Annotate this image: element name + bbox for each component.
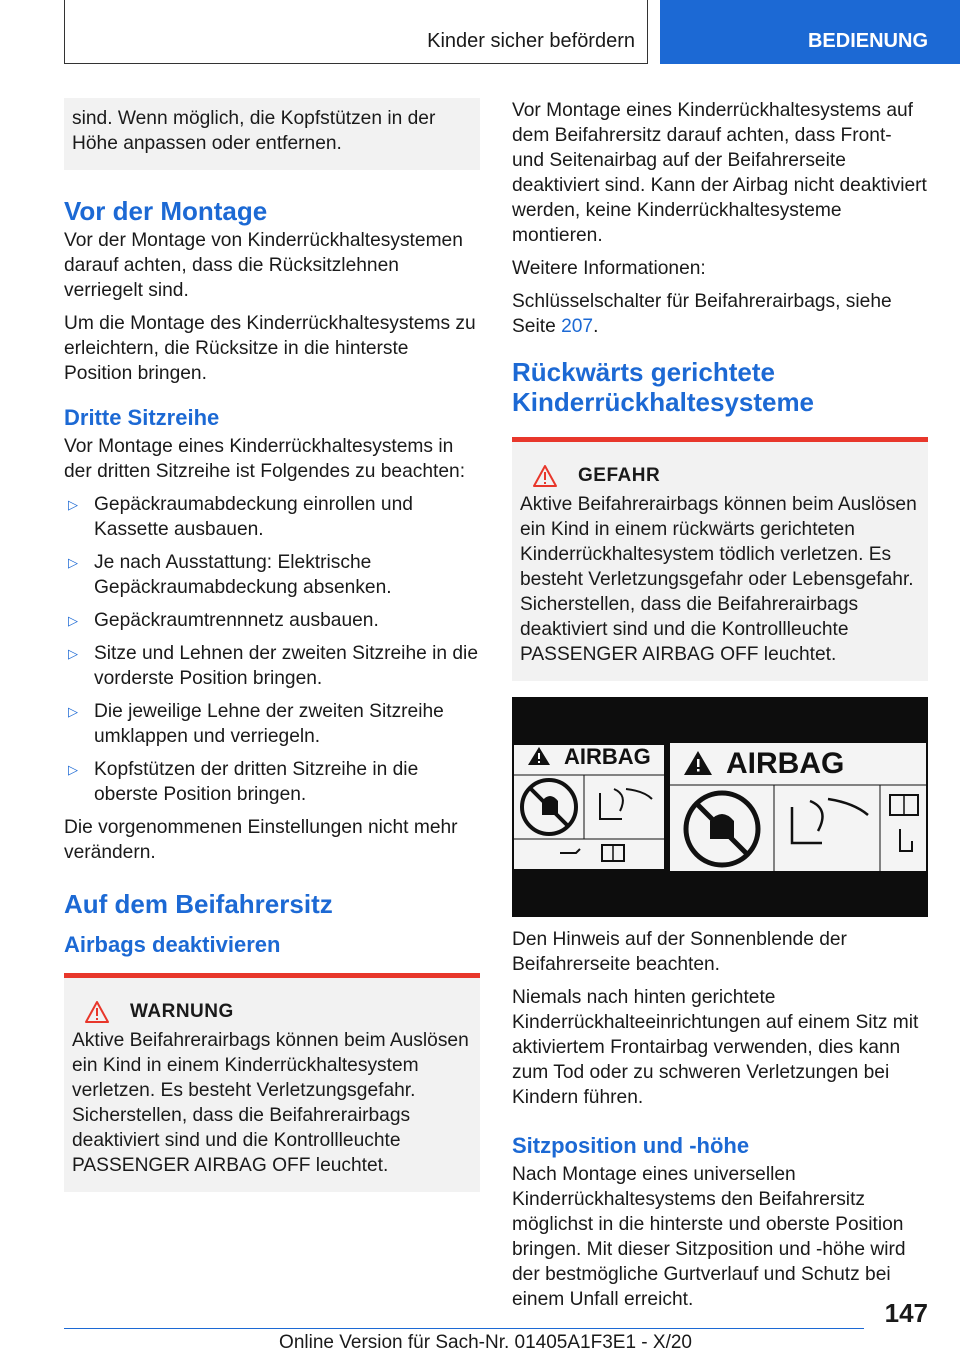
airbag-sticker-small (514, 744, 664, 869)
list-item (64, 699, 480, 749)
section-title: Kinder sicher befördern (427, 30, 635, 52)
list-item (64, 757, 480, 807)
footer-online-version: Online Version für Sach-Nr. 01405A1F3E1 - X/20 (279, 1332, 692, 1353)
list-item (64, 608, 480, 633)
airbag-sticker-large (670, 743, 926, 871)
airbag-label-large: AIRBAG (726, 747, 845, 780)
paragraph: Die vorgenommenen Einstellungen nicht mehr verändern. (64, 817, 458, 863)
triangle-bullet-icon: ▷ (68, 646, 78, 661)
list-item-text: Gepäckraumtrennnetz ausbauen. (94, 610, 379, 631)
list-item (64, 492, 480, 542)
page-number: 147 (884, 1298, 928, 1328)
paragraph: Den Hinweis auf der Sonnenblende der Beifahrerseite beachten. (512, 929, 847, 975)
warning-triangle-icon (84, 1000, 110, 1024)
heading-auf-dem-beifahrersitz: Auf dem Beifahrersitz (64, 889, 333, 919)
triangle-bullet-icon: ▷ (68, 555, 78, 570)
punctuation: . (593, 316, 599, 337)
list-item-text: Die jeweilige Lehne der zweiten Sitzreihe umklappen und verriegeln. (94, 701, 444, 747)
paragraph: Weitere Informationen: (512, 258, 706, 279)
triangle-bullet-icon: ▷ (68, 613, 78, 628)
warning-triangle-icon (532, 464, 558, 488)
list-item-text: Gepäckraumabdeckung einrollen und Kassette ausbauen. (94, 494, 413, 540)
heading-dritte-sitzreihe: Dritte Sitzreihe (64, 405, 220, 430)
bullet-list (64, 492, 480, 807)
paragraph: Vor Montage eines Kinderrückhaltesystems in der dritten Sitzreihe ist Folgendes zu beachten: (64, 436, 466, 482)
right-column (512, 98, 928, 1320)
heading-airbags-deaktivieren: Airbags deaktivieren (64, 932, 281, 957)
list-item (64, 641, 480, 691)
paragraph-text: Schlüsselschalter für Beifahrerairbags, siehe Seite (512, 291, 892, 337)
danger-text: Aktive Beifahrerairbags können beim Auslösen ein Kind in einem rückwärts gerichteten Kinderrückhaltesystem tödlich verletzen. Es besteht Verletzungsgefahr oder Lebensgefahr. Sicherstellen, dass die Beifahrerairbags deaktiviert sind und die Kontrollleuchte PASSENGER AIRBAG OFF leuchtet. (520, 494, 917, 665)
triangle-bullet-icon: ▷ (68, 497, 78, 512)
warning-box (64, 973, 480, 1192)
airbag-label-small: AIRBAG (564, 744, 651, 769)
paragraph: Vor der Montage von Kinderrückhaltesystemen darauf achten, dass die Rücksitzlehnen verriegelt sind. (64, 230, 463, 301)
triangle-bullet-icon: ▷ (68, 762, 78, 777)
left-column (64, 98, 480, 1192)
list-item-text: Je nach Ausstattung: Elektrische Gepäckraumabdeckung absenken. (94, 552, 392, 598)
heading-vor-der-montage: Vor der Montage (64, 196, 268, 226)
intro-text: sind. Wenn möglich, die Kopfstützen in der Höhe anpassen oder entfernen. (72, 108, 436, 154)
paragraph: Um die Montage des Kinderrückhaltesystems zu erleichtern, die Rücksitze in die hinterste Position bringen. (64, 313, 476, 384)
danger-box (512, 437, 928, 681)
header-frame (64, 0, 648, 64)
danger-label: GEFAHR (578, 465, 661, 486)
warning-text: Aktive Beifahrerairbags können beim Auslösen ein Kind in einem Kinderrückhaltesystem verletzen. Es besteht Verletzungsgefahr. Sicherstellen, dass die Beifahrerairbags deaktiviert sind und die Kontrollleuchte PASSENGER AIRBAG OFF leuchtet. (72, 1030, 469, 1176)
list-item-text: Kopfstützen der dritten Sitzreihe in die oberste Position bringen. (94, 759, 419, 805)
warning-header (72, 1000, 472, 1024)
airbag-label-photo (512, 697, 928, 917)
heading-rueckwaerts-gerichtete: Rückwärts gerichtete Kinderrückhaltesysteme (512, 357, 815, 417)
paragraph: Niemals nach hinten gerichtete Kinderrückhalteeinrichtungen auf einem Sitz mit aktiviertem Frontairbag verwenden, dies kann zum Tod oder zu schweren Verletzungen bei Kindern führen. (512, 987, 919, 1108)
triangle-bullet-icon: ▷ (68, 704, 78, 719)
paragraph: Vor Montage eines Kinderrückhaltesystems auf dem Beifahrersitz darauf achten, dass Front- und Seitenairbag auf der Beifahrerseite deaktiviert sind. Kann der Airbag nicht deaktiviert werden, keine Kinderrückhaltesysteme montieren. (512, 100, 927, 246)
page-reference-link[interactable]: 207 (561, 316, 594, 337)
heading-sitzposition: Sitzposition und -höhe (512, 1133, 750, 1158)
warning-label: WARNUNG (130, 1001, 234, 1022)
list-item (64, 550, 480, 600)
footer-divider (64, 1328, 864, 1329)
intro-box (64, 98, 480, 170)
paragraph: Nach Montage eines universellen Kinderrückhaltesystems den Beifahrersitz möglichst in die hinterste und oberste Position bringen. Mit dieser Sitzposition und -höhe wird der bestmögliche Gurtverlauf und Schutz bei einem Unfall erreicht. (512, 1164, 906, 1310)
paragraph-with-link (512, 289, 928, 339)
danger-header (520, 464, 920, 488)
chapter-tab[interactable]: BEDIENUNG (660, 0, 960, 64)
list-item-text: Sitze und Lehnen der zweiten Sitzreihe in die vorderste Position bringen. (94, 643, 478, 689)
